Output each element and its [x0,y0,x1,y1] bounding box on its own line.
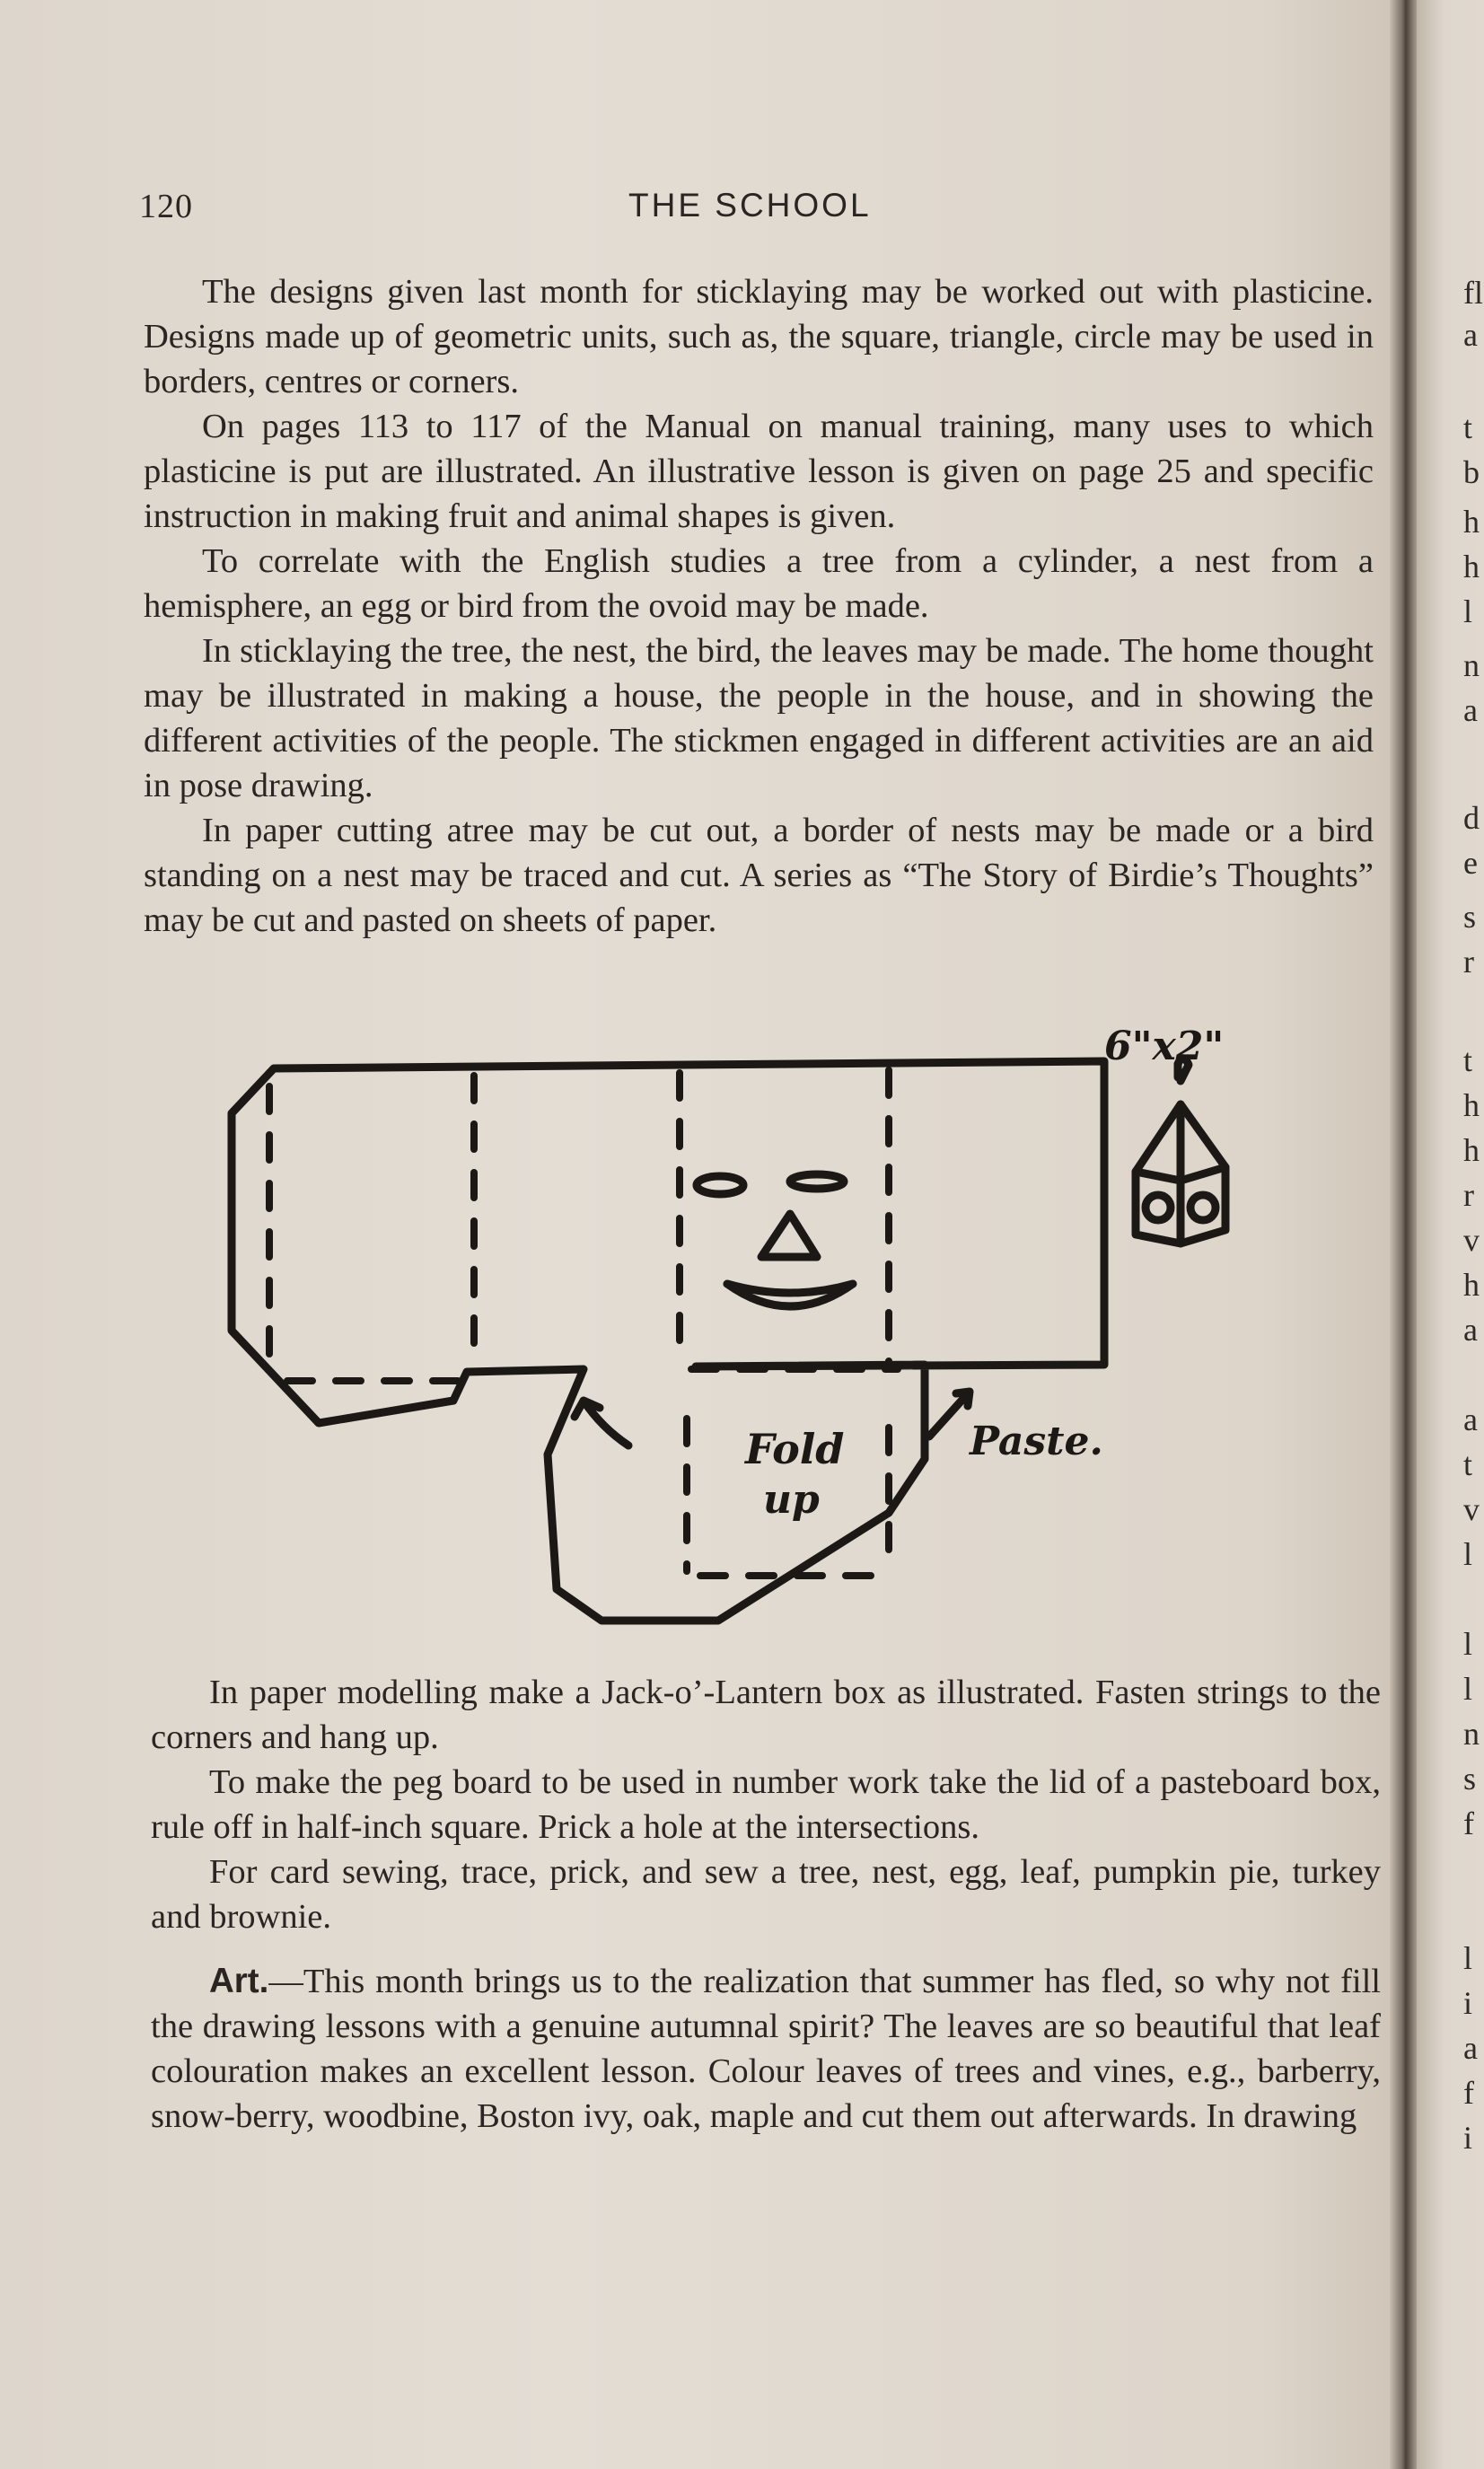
edge-letter: s [1463,1761,1477,1797]
edge-letter: h [1463,504,1480,540]
edge-letter: i [1463,2120,1473,2156]
edge-letter: s [1463,899,1477,935]
edge-letter: r [1463,1177,1474,1213]
paragraph: To make the peg board to be used in number work take the lid of a pasteboard box, rule off in half-inch square. Prick a hole at the intersections. [151,1763,1381,1846]
edge-letter: fl [1463,275,1483,311]
edge-letter: v [1463,1222,1480,1258]
edge-letter: f [1463,1806,1474,1841]
edge-letter: a [1463,1312,1478,1348]
paragraph: In paper modelling make a Jack-o’-Lantern box as illustrated. Fasten strings to the corners and hang up. [151,1674,1381,1756]
edge-letter: r [1463,944,1474,980]
fold-arrow [575,1401,628,1445]
edge-letter: b [1463,454,1480,490]
edge-letter: h [1463,1087,1480,1123]
art-text: —This month brings us to the realization that summer has fled, so why not fill the drawing lessons with a genuine autumnal spirit? The leaves are so beautiful that leaf colouration makes an excellent lesson. Colour leaves of trees and vines, e.g., barberry, snow-berry, woodbine, Boston ivy, oak, maple and cut them out afterwards. In drawing [151,1963,1381,2135]
edge-letter: a [1463,1401,1478,1437]
edge-letter: l [1463,593,1473,629]
edge-letter: l [1463,1626,1473,1662]
edge-letter: t [1463,1042,1473,1078]
edge-letter: t [1463,409,1473,445]
fold-label: Fold [745,1425,845,1473]
paragraph: On pages 113 to 117 of the Manual on manual training, many uses to which plasticine is put are illustrated. An illustrative lesson is given on page 25 and specific instruction in making fruit and animal shapes is given. [144,408,1374,535]
edge-letter: i [1463,1985,1473,2021]
paste-label: Paste. [970,1419,1103,1464]
paragraph: For card sewing, trace, prick, and sew a tree, nest, egg, leaf, pumpkin pie, turkey and brownie. [151,1853,1381,1936]
edge-letter: n [1463,1716,1480,1752]
edge-letter: a [1463,692,1478,728]
art-heading: Art. [209,1962,269,2000]
edge-letter: l [1463,1536,1473,1572]
edge-letter: l [1463,1671,1473,1707]
body-text-top [144,269,1374,943]
finished-lantern-sketch [1136,1059,1225,1243]
fold-label: up [763,1477,820,1523]
face-eye [790,1174,844,1189]
edge-letter: v [1463,1491,1480,1527]
edge-letter: d [1463,800,1480,836]
art-paragraph [151,1959,1381,2139]
edge-letter: h [1463,549,1480,584]
edge-letter: e [1463,845,1478,881]
dimension-label: 6"x2" [1104,1024,1225,1069]
page-number: 120 [139,188,193,225]
paragraph: The designs given last month for sticklaying may be worked out with plasticine. Designs made up of geometric units, such as, the square, triangle, circle may be used in borders, centres or corners. [144,273,1374,400]
face-mouth [727,1284,853,1306]
edge-letter: h [1463,1132,1480,1168]
edge-letter: n [1463,647,1480,683]
jack-o-lantern-box-diagram [206,1006,1338,1634]
edge-letter: a [1463,317,1478,353]
edge-letter: a [1463,2030,1478,2066]
lantern-pattern-drawing [206,1006,1338,1634]
running-title: THE SCHOOL [628,187,872,224]
pattern-outline [232,1061,1104,1621]
paragraph: In sticklaying the tree, the nest, the bird, the leaves may be made. The home thought may be illustrated in making a house, the people in the house, and in showing the different activities of the people. The stickmen engaged in different activities are an aid in pose drawing. [144,632,1374,804]
book-gutter [1390,0,1417,2469]
face-eye [697,1176,743,1194]
paragraph: In paper cutting atree may be cut out, a border of nests may be made or a bird standing on a nest may be traced and cut. A series as “The Story of Birdie’s Thoughts” may be cut and pasted on sheets of paper. [144,812,1374,939]
face-nose [761,1214,817,1257]
edge-letter: l [1463,1940,1473,1976]
paste-arrow [929,1392,970,1437]
body-text-bottom [151,1670,1381,2139]
paragraph: To correlate with the English studies a tree from a cylinder, a nest from a hemisphere, an egg or bird from the ovoid may be made. [144,542,1374,625]
edge-letter: t [1463,1446,1473,1482]
edge-letter: f [1463,2075,1474,2111]
edge-letter: h [1463,1267,1480,1303]
